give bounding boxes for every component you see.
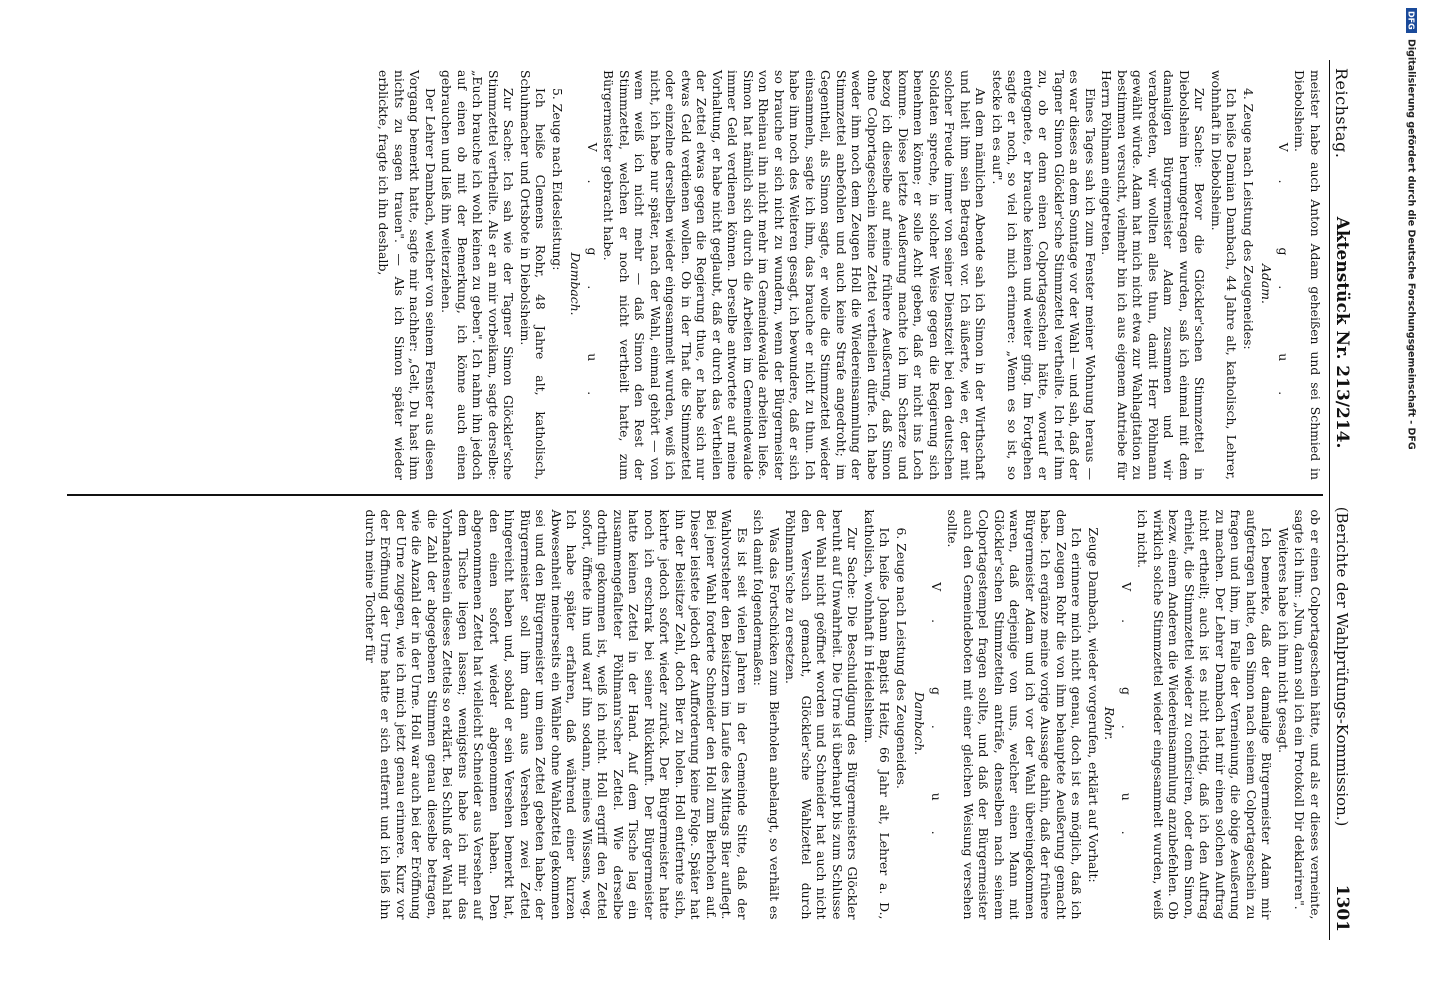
page-body	[67, 60, 1329, 940]
document-page	[67, 60, 1367, 940]
column-left	[67, 60, 1323, 490]
paragraph: meister habe auch Anton Adam geheißen und sei Schmied in Diebolsheim.	[1292, 70, 1323, 480]
witness-heading: 6. Zeuge nach Leistung des Zeugeneides.	[894, 527, 909, 789]
paragraph: Weiteres habe ich ihm nicht gesagt.	[1276, 527, 1291, 754]
digitization-credit-text: Digitalisierung gefördert durch die Deutsche Forschungsgemeinschaft - DFG	[1405, 38, 1417, 450]
paragraph: Es ist seit vielen Jahren in der Gemeinde Sitte, daß der Wahlvorsteher den Beisitzern im Laufe des Mittags Bier auflegt. Bei jener Wahl forderte Schneider den Holl zum Bierholen auf. Dieser leistete jedoch der Aufforderung keine Folge. Später hat ihn der Beisitzer Zehl, doch Bier zu holen. Holl entfernte sich, kehrte jedoch sofort wieder zurück. Der Bürgermeister hatte noch ich erschrak bei seiner Rückkunft. Der Bürgermeister hatte keinen Zettel in der Hand. Auf dem Tische lag ein zusammengefalteter Pöhlmann'scher Zettel. Wie derselbe dorthin gekommen ist, weiß ich nicht. Holl ergriff den Zettel sofort, öffnete ihn und warf ihn sodann, meines Wissens, weg. Ich habe später erfahren, daß während einer kurzen Abwesenheit meinerseits ein Wähler ohne Wahlzettel gekommen sei und den Bürgermeister um einen Zettel gebeten habe; der Bürgermeister soll ihm dann aus Versehen zwei Zettel hingereicht haben und, sobald er sein Versehen bemerkt hat, den einen sofort wieder abgenommen haben. Den abgenommenen Zettel hat vielleicht Schneider aus Versehen auf dem Tische liegen lassen; wenigstens habe ich mir das Vorhandensein dieses Zettels so erklärt. Bei Schluß der Wahl hat die Zahl der abgegebenen Stimmen genau dieselbe betragen, wie die Anzahl der in der Urne. Holl war auch bei der Eröffnung der Urne zugegen, wie ich mich jetzt genau erinnere. Kurz vor der Eröffnung der Urne hatte er sich entfernt und ich ließ ihn durch meine Tochter für	[363, 509, 750, 920]
column-right	[67, 500, 1323, 930]
signature: Dambach.	[568, 252, 584, 316]
header-reichstag: Reichstag.	[1332, 68, 1352, 159]
page-header	[1329, 60, 1367, 940]
paragraph: Eines Tages sah ich zum Fenster meiner Wohnung heraus — es war dieses an dem Sonntage vor der Wahl — und sah, daß der Tagner Simon Glöckler'sche Stimmzettel vertheilte. Ich rief ihm zu, ob er denn einen Colportageschein hätte, worauf er entgegnete, er brauche keinen und weiter ging. Im Fortgehen sagte er noch, so viel ich mich erinnere: „Wenn es so ist, so stecke ich es auf".	[990, 70, 1098, 480]
paragraph: Ich heiße Damian Dambach, 44 Jahre alt, katholisch, Lehrer, wohnhaft in Diebolsheim.	[1209, 70, 1240, 480]
signature: Rohr.	[1102, 706, 1118, 741]
paragraph: An dem nämlichen Abende sah ich Simon in der Wirthschaft und hielt ihm sein Betragen vor. Ich äußerte, wie er, der mit solcher Freude immer von seiner Dienstzeit bei den deutschen Soldaten spreche, in solcher Weise gegen die Regierung sich benehmen könne; er solle Acht geben, daß er nicht ins Loch komme. Diese letzte Aeußerung machte ich im Scherze und bezog ich dieselbe auf meine frühere Aeußerung, daß Simon ohne Colportageschein keine Zettel vertheilen dürfe. Ich habe weder ihm noch dem Zeugen Holl die Wiedereinsammlung der Stimmzettel anbefohlen und auch keine Strafe angedroht; im Gegentheil, als Simon sagte, er wolle die Stimmzettel wieder einsammeln, sagte ich ihm, das brauche er nicht zu thun. Ich habe ihm noch des Weiteren gesagt, ich bewundere, daß er sich so brauche er sich nicht zu wundern, wenn der Bürgermeister von Rheinau ihn nicht mehr im Gemeindewalde arbeiten ließe. Simon hat nämlich sich durch die Arbeiten im Gemeindewalde immer Geld verdienen können. Derselbe antwortete auf meine Vorhaltung, er habe nicht geglaubt, daß er durch das Vertheilen der Zettel etwas gegen die Regierung thue, er habe sich nur etwas Geld verdienen wollen. Ob in der That die Stimmzettel oder einzelne derselben wieder eingesammelt wurden, weiß ich nicht, ich habe nur später, nach der Wahl, einmal gehört — von wem weiß ich nicht mehr — daß Simon den Rest der Stimmzettel, welchen er noch nicht vertheilt hatte, zum Bürgermeister gebracht habe.	[601, 70, 989, 480]
witness-heading: 5. Zeuge nach Eidesleistung:	[550, 88, 565, 271]
paragraph: Zur Sache: Bevor die Glöckler'schen Stimmzettel in Diebolsheim herumgetragen wurden, saß ich einmal mit dem damaligen Bürgermeister Adam zusammen und wir verabredeten, wir wollten alles thun, damit Herr Pöhlmann gewählt würde. Adam hat mich nicht etwa zur Wahlagitation zu bestimmen versucht, vielmehr bin ich aus eigenem Antriebe für Herrn Pöhlmann eingetreten.	[1099, 70, 1208, 480]
paragraph: Der Lehrer Dambach, welcher von seinem Fenster aus diesen Vorgang bemerkt hatte, sagte mir nachher: „Gelt, Du hast ihm nichts zu sagen trauen". — Als ich Simon später wieder erblickte, fragte ich ihn deshalb,	[376, 70, 438, 480]
paragraph: Zeuge Dambach, wieder vorgerufen, erklärt auf Vorhalt:	[1086, 527, 1101, 883]
dfg-badge: DFG	[1406, 8, 1417, 33]
paragraph: Zur Sache: Ich sah wie der Tagner Simon Glöckler'sche Stimmzettel vertheilte. Als er an mir vorbeikam, sagte derselbe: „Euch brauche ich wohl keinen zu geben". Ich nahm ihn jedoch auf einen ob mit der Bemerkung, ich könne auch einen gebrauchen und ließ ihn weiterziehen.	[439, 70, 517, 480]
paragraph: ob er einen Colportageschein hätte, und als er dieses verneinte, sagte ich ihm: „Nun, dann soll ich ein Protokoll Dir deklariren".	[1292, 509, 1323, 920]
page-number: 1301	[1332, 884, 1353, 932]
paragraph: Ich heiße Clemens Rohr, 48 Jahre alt, katholisch, Schuhmacher und Ortsbote in Diebolsheim.	[518, 70, 549, 480]
column-divider	[67, 494, 1323, 496]
paragraph: Ich heiße Johann Baptist Heitz, 66 Jahr alt, Lehrer a. D., katholisch, wohnhaft in Heidelsheim.	[862, 509, 893, 920]
signature: Adam.	[1259, 264, 1275, 304]
vgu-mark: V. g. u.	[585, 142, 600, 426]
witness-heading: 4. Zeuge nach Leistung des Zeugeneides:	[1241, 88, 1256, 350]
vgu-mark: V. g. u.	[1276, 142, 1291, 426]
paragraph: Zur Sache: Die Beschuldigung des Bürgermeisters Glöckler beruht auf Unwahrheit. Die Urne ist überhaupt bis zum Schlusse der Wahl nicht geöffnet worden und Schneider hat auch nicht den Versuch gemacht, Glöckler'sche Wahlzettel durch Pöhlmann'sche zu ersetzen.	[783, 509, 861, 920]
header-doc-number: Aktenstück Nr. 213/214.	[1332, 216, 1353, 449]
vgu-mark: V. g. u.	[929, 582, 944, 865]
signature: Dambach.	[912, 691, 928, 756]
vgu-mark: V. g. u.	[1119, 582, 1134, 865]
header-subtitle: (Berichte der Wahlprüfungs-Kommission.)	[1333, 506, 1352, 827]
paragraph: Ich erinnere mich nicht genau, doch ist es möglich, daß ich dem Zeugen Rohr die von ihm behauptete Aeußerung gemacht habe. Ich ergänze meine vorige Aussage dahin, daß der frühere Bürgermeister Adam und ich vor der Wahl übereingekommen waren, daß derjenige von uns, welcher einen Mann mit Glöckler'schen Stimmzetteln anträfe, denselben nach seinem Colportagestempel fragen sollte, und daß der Bürgermeister auch den Gemeindeboten mit einer gleichen Weisung versehen sollte.	[945, 509, 1085, 920]
digitization-credit	[1400, 0, 1422, 1000]
paragraph: Was das Fortschicken zum Bierholen anbelangt, so verhält es sich damit folgendermaßen:	[751, 509, 782, 920]
paragraph: Ich bemerke, daß der damalige Bürgermeister Adam mir aufgetragen hatte, den Simon nach seinem Colportageschein zu fragen und ihm, im Falle der Verneinung, die obige Aeußerung zu machen. Der Lehrer Dambach hat mir einen solchen Auftrag nicht ertheilt; auch ist es nicht richtig, daß ich den Auftrag erhielt, die Stimmzettel wieder zu confisciren, oder dem Simon, bezw. einem Anderen die Wiedereinsammlung anzubefehlen. Ob wirklich solche Stimmzettel wieder eingesammelt wurden, weiß ich nicht.	[1135, 509, 1275, 920]
